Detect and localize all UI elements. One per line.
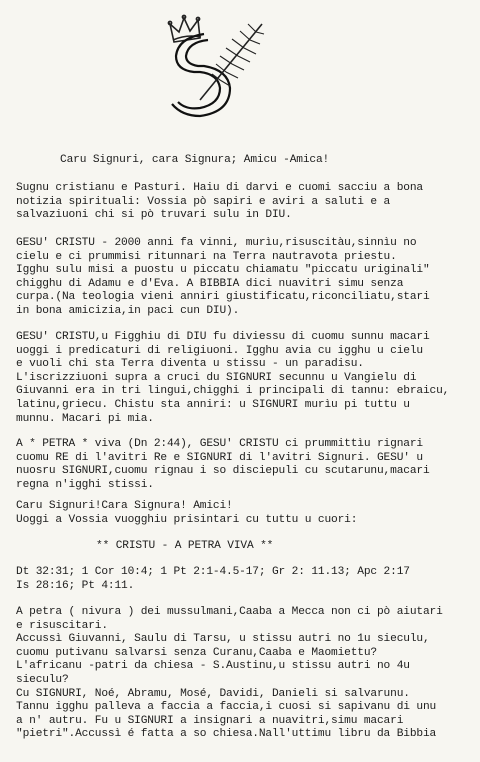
text-line: Igghu sulu misi a puostu u piccatu chiamatu "piccatu uriginali" bbox=[16, 264, 430, 277]
text-line: sieculu? bbox=[16, 673, 69, 686]
text-line: L'iscrizziuoni supra a cruci du SIGNURI secunnu u Vangielu di bbox=[16, 371, 417, 384]
text-line: L'africanu -patri da chiesa - S.Austinu,u stissu autri no 4u bbox=[16, 660, 410, 673]
text-line: Sugnu cristianu e Pasturi. Haiu di darvi e cuomi sacciu a bona bbox=[16, 182, 423, 194]
text-line: "pietri".Accussì é fatta a so chiesa.Nall'uttimu libru da Bibbia bbox=[16, 728, 437, 741]
text-line: Giuvanni era in tri lingui,chigghi i principali di tannu: ebraicu, bbox=[16, 385, 450, 398]
text-line: Accussì Giuvanni, Saulu di Tarsu, u stissu autri no 1u sieculu, bbox=[16, 633, 430, 646]
text-line: Dt 32:31; 1 Cor 10:4; 1 Pt 2:1-4.5-17; Gr 2: 11.13; Apc 2:17 bbox=[16, 566, 410, 578]
text-line: cuomu putivanu salvarsi senza Curanu,Caaba e Maomiettu? bbox=[16, 646, 377, 659]
section-heading: ** CRISTU - A PETRA VIVA ** bbox=[96, 540, 274, 552]
palm-branch-icon bbox=[200, 24, 264, 100]
paragraph-address bbox=[16, 500, 474, 527]
paragraph-intro bbox=[16, 182, 474, 223]
text-line: chigghu di Adamu e d'Eva. A BIBBIA dici nuavitri simu senza bbox=[16, 277, 404, 290]
text-line: GESU' CRISTU - 2000 anni fa vinni, murìu,risuscitàu,sinnìu no bbox=[16, 237, 417, 249]
text-line: Tannu igghu palleva a faccia a faccia,i cuosi si sapivanu di unu bbox=[16, 701, 437, 714]
paragraph-petra-viva bbox=[16, 438, 474, 492]
bible-references bbox=[16, 566, 474, 593]
text-line: e risuscitari. bbox=[16, 619, 108, 632]
text-line: A * PETRA * viva (Dn 2:44), GESU' CRISTU ci prummittìu rignari bbox=[16, 438, 423, 450]
text-line: Uoggi a Vossia vuogghiu prisintari cu tuttu u cuori: bbox=[16, 513, 358, 526]
text-line: a n' autru. Fu u SIGNURI a insignari a nuavitri,simu macari bbox=[16, 714, 404, 727]
text-line: Is 28:16; Pt 4:11. bbox=[16, 579, 135, 592]
crown-icon bbox=[168, 15, 201, 42]
text-line: notizia spirituali: Vossia pò sapiri e aviri a saluti e a bbox=[16, 195, 391, 208]
text-line: cuomu RE di l'avitri Re e SIGNURI di l'avitri Signuri. GESU' u bbox=[16, 451, 423, 464]
crown-palm-logo bbox=[160, 4, 272, 122]
text-line: in bona amicizia,in paci cun DIU). bbox=[16, 304, 240, 317]
text-line: Caru Signuri!Cara Signura! Amici! bbox=[16, 500, 233, 512]
text-line: nuosru SIGNURI,cuomu rignau i so disciepuli cu scutarunu,macari bbox=[16, 465, 430, 478]
text-line: munnu. Macari pi mia. bbox=[16, 412, 154, 425]
text-line: Cu SIGNURI, Noé, Abramu, Mosé, Davidi, Danieli si salvarunu. bbox=[16, 687, 410, 700]
text-line: curpa.(Na teologia vieni anniri giustificatu,riconciliatu,stari bbox=[16, 291, 430, 304]
text-line: cielu e ci prummisi ritunnari na Terra nautravota priestu. bbox=[16, 250, 397, 263]
text-line: GESU' CRISTU,u Figghiu di DIU fu diviessu di cuomu sunnu macari bbox=[16, 331, 430, 343]
text-line: salvaziuoni chi si pò truvari sulu in DIU. bbox=[16, 209, 292, 222]
text-line: regna n'igghi stissi. bbox=[16, 478, 154, 491]
paragraph-petra-nivura bbox=[16, 606, 474, 742]
text-line: uoggi i predicaturi di religiuoni. Igghu avia cu igghu u cielu bbox=[16, 344, 423, 357]
text-line: latinu,griecu. Chistu sta anniri: u SIGNURI murìu pi tuttu u bbox=[16, 398, 410, 411]
paragraph-gesu-cristu bbox=[16, 237, 474, 319]
text-line: e vuoli chi sta Terra diventa u stissu - un paradisu. bbox=[16, 358, 364, 371]
text-line: A petra ( nivura ) dei mussulmani,Caaba a Mecca non ci pò aiutari bbox=[16, 606, 443, 618]
paragraph-figghiu bbox=[16, 331, 474, 426]
greeting: Caru Signuri, cara Signura; Amicu -Amica! bbox=[60, 154, 330, 166]
